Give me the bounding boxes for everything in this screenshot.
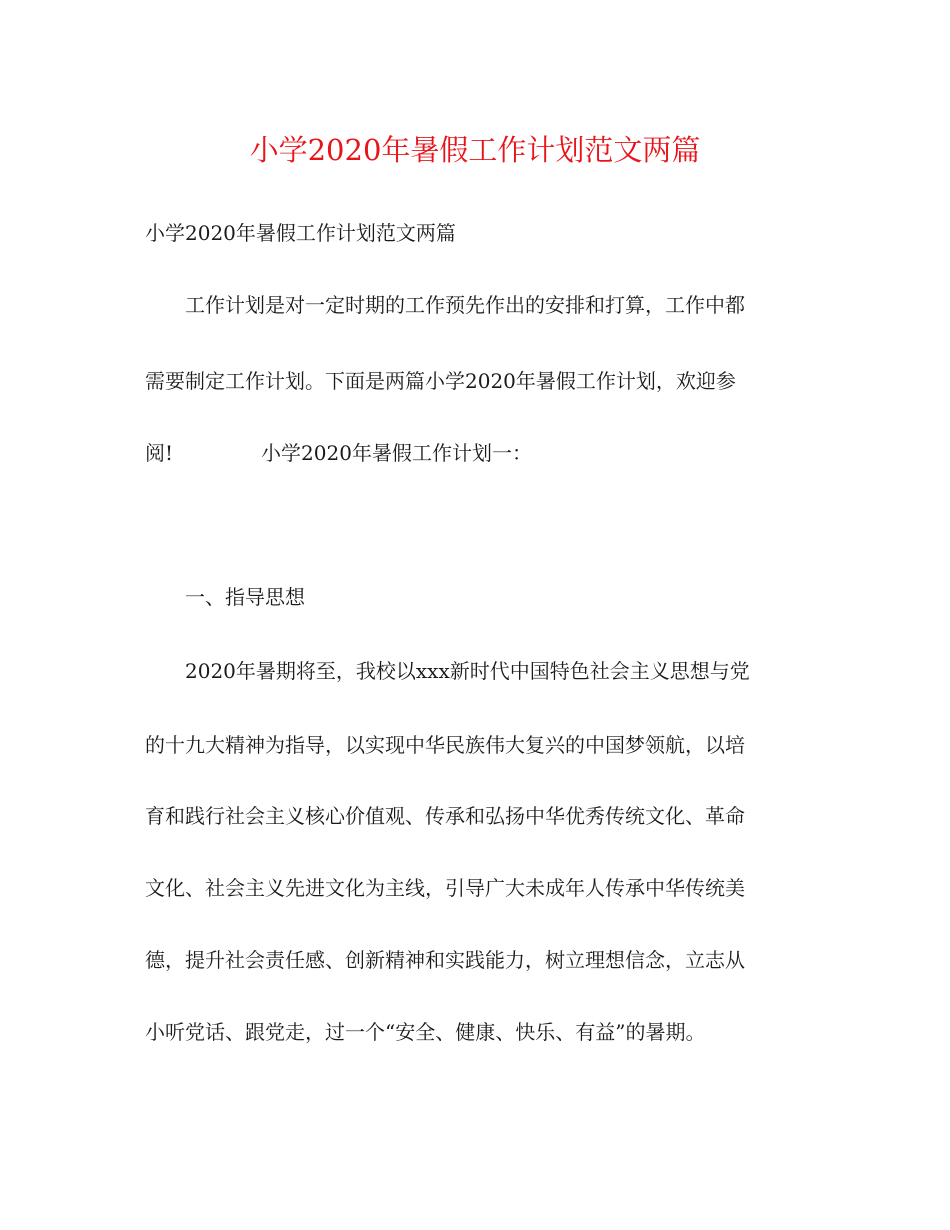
- document-title: 小学2020年暑假工作计划范文两篇: [249, 133, 701, 167]
- intro-line-1: 工作计划是对一定时期的工作预先作出的安排和打算，工作中都: [185, 293, 745, 317]
- body-line-3: 育和践行社会主义核心价值观、传承和弘扬中华优秀传统文化、革命: [145, 804, 745, 828]
- body-line-6: 小听党话、跟党走，过一个“安全、健康、快乐、有益”的暑期。: [145, 1020, 706, 1044]
- body-line-2: 的十九大精神为指导，以实现中华民族伟大复兴的中国梦领航，以培: [145, 733, 745, 757]
- intro-line-2: 需要制定工作计划。下面是两篇小学2020年暑假工作计划，欢迎参: [145, 369, 736, 393]
- intro-line-3: [145, 438, 532, 468]
- document-subtitle: 小学2020年暑假工作计划范文两篇: [145, 221, 456, 245]
- body-line-5: 德，提升社会责任感、创新精神和实践能力，树立理想信念，立志从: [145, 948, 745, 972]
- plan-one-heading: 小学2020年暑假工作计划一：: [261, 441, 532, 465]
- intro-end-text: 阅!: [145, 441, 174, 465]
- body-line-4: 文化、社会主义先进文化为主线，引导广大未成年人传承中华传统美: [145, 876, 745, 900]
- section-one-heading: 一、指导思想: [185, 585, 305, 609]
- body-line-1: 2020年暑期将至，我校以xxx新时代中国特色社会主义思想与党: [185, 659, 750, 683]
